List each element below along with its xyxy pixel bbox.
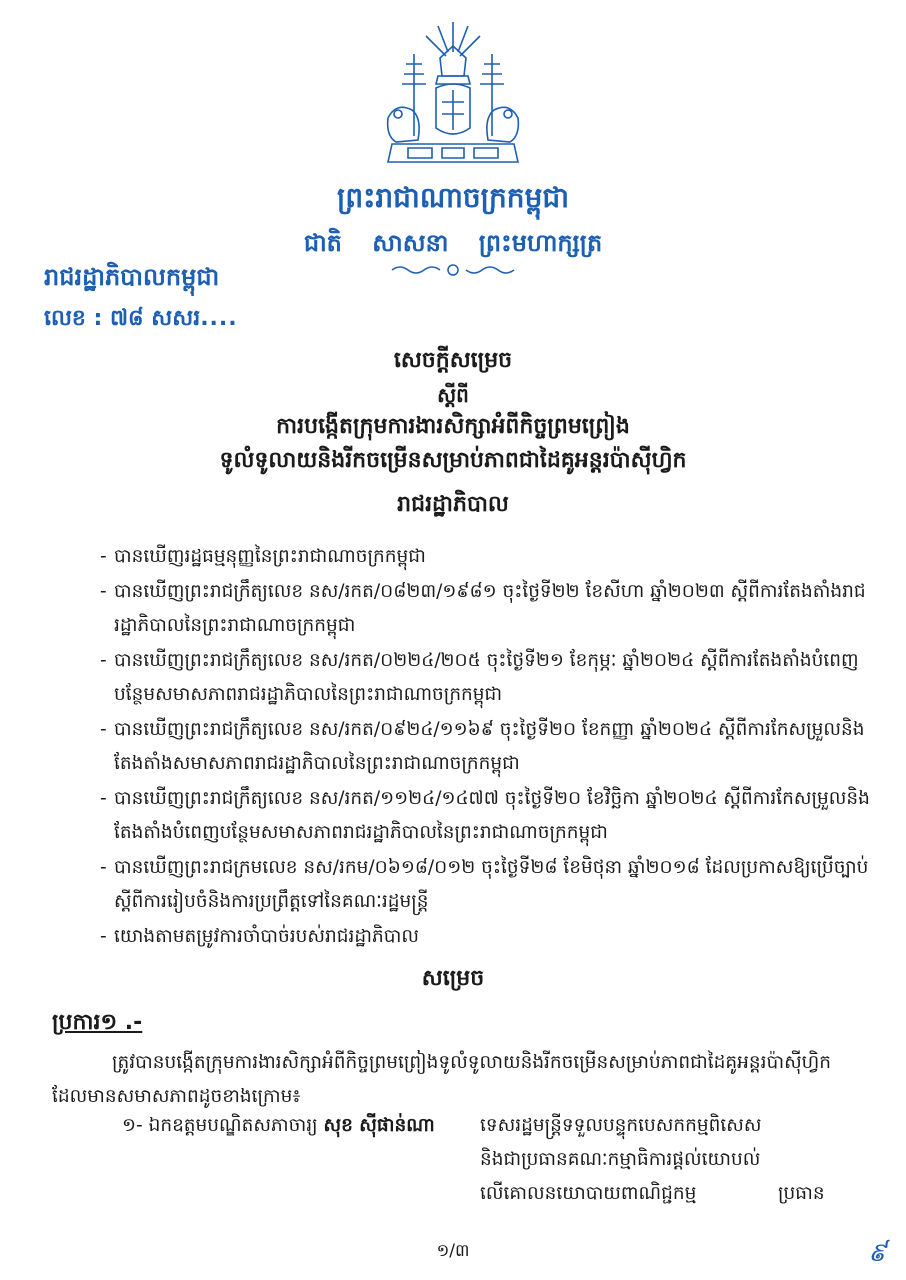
member-role-line-1: ទេសរដ្ឋមន្ត្រីទទួលបន្ទុកបេសកកម្មពិសេស bbox=[480, 1115, 762, 1136]
national-motto: ជាតិ សាសនា ព្រះមហាក្សត្រ bbox=[303, 229, 603, 257]
page-number: ១/៣ bbox=[436, 1241, 470, 1261]
member-role-line-2: និងជាប្រធានគណៈកម្មាធិការផ្តល់យោបល់ bbox=[480, 1149, 761, 1170]
preamble-item: - បានឃើញព្រះរាជក្រឹត្យលេខ នស/រកត/០២២៤/២០៥ ចុះថ្ងៃទី២១ ខែកុម្ភៈ ឆ្នាំ២០២៤ ស្តីពីការតែងតាំងបំពេញបន្ថែមសមាសភាពរាជរដ្ឋាភិបាលនៃព្រះរាជាណាចក្រកម្ពុជា bbox=[100, 649, 859, 705]
decision-heading: សម្រេច bbox=[421, 966, 485, 991]
article-label: ប្រការ១ .- bbox=[52, 1010, 143, 1035]
royal-arms-emblem-icon bbox=[378, 18, 528, 170]
member-name: សុខ ស៊ីផាន់ណា bbox=[323, 1115, 435, 1136]
document-number bbox=[44, 304, 238, 336]
subject-line-2: ទូលំទូលាយនិងរីកចម្រើនសម្រាប់ភាពជាដៃគូអន្តរប៉ាស៊ីហ្វិក bbox=[219, 448, 687, 473]
member-entry bbox=[122, 1114, 435, 1141]
document-type: សេចក្តីសម្រេច bbox=[393, 348, 513, 373]
handwritten-mark: ៩ bbox=[868, 1238, 887, 1268]
about-label: ស្តីពី bbox=[437, 383, 469, 407]
authority-heading: រាជរដ្ឋាភិបាល bbox=[397, 492, 509, 517]
document-number-dots: .... bbox=[200, 306, 238, 331]
preamble-list bbox=[100, 540, 870, 954]
preamble-item: - បានឃើញព្រះរាជក្រឹត្យលេខ នស/រកត/០៩២៤/១១៦៩ ចុះថ្ងៃទី២០ ខែកញ្ញា ឆ្នាំ២០២៤ ស្តីពីការកែសម្រួលនិងតែងតាំងសមាសភាពរាជរដ្ឋាភិបាលនៃព្រះរាជាណាចក្រកម្ពុជា bbox=[100, 718, 865, 774]
kingdom-name: ព្រះរាជាណាចក្រកម្ពុជា bbox=[336, 181, 569, 214]
member-role-line-3: លើគោលនយោបាយពាណិជ្ជកម្ម bbox=[480, 1183, 697, 1204]
preamble-item: - បានឃើញព្រះរាជក្រឹត្យលេខ នស/រកត/១១២៤/១៤៧៧ ចុះថ្ងៃទី២០ ខែវិច្ឆិកា ឆ្នាំ២០២៤ ស្តីពីការកែសម្រួលនិងតែងតាំងបំពេញបន្ថែមសមាសភាពរាជរដ្ឋាភិបាលនៃព្រះរាជាណាចក្រកម្ពុជា bbox=[100, 787, 870, 843]
article-text: ត្រូវបានបង្កើតក្រុមការងារសិក្សាអំពីកិច្ចព្រមព្រៀងទូលំទូលាយនិងរីកចម្រើនសម្រាប់ភាពជាដៃគូអន្តរប៉ាស៊ីហ្វិក ដែលមានសមាសភាពដូចខាងក្រោម៖ bbox=[52, 1052, 832, 1107]
preamble-item: - យោងតាមតម្រូវការចាំបាច់របស់រាជរដ្ឋាភិបាល bbox=[100, 925, 419, 947]
preamble-item: - បានឃើញព្រះរាជក្រឹត្យលេខ នស/រកត/០៨២៣/១៩៨១ ចុះថ្ងៃទី២២ ខែសីហា ឆ្នាំ២០២៣ ស្តីពីការតែងតាំងរាជរដ្ឋាភិបាលនៃព្រះរាជាណាចក្រកម្ពុជា bbox=[100, 580, 866, 636]
document-number-label: លេខ : ៧៨ bbox=[44, 306, 152, 331]
member-honorific: ឯកឧត្តមបណ្ឌិតសភាចារ្យ bbox=[148, 1115, 324, 1136]
document-number-suffix: សសរ bbox=[151, 306, 201, 331]
preamble-item: - បានឃើញព្រះរាជក្រមលេខ នស/រកម/០៦១៨/០១២ ចុះថ្ងៃទី២៨ ខែមិថុនា ឆ្នាំ២០១៨ ដែលប្រកាសឱ្យប្រើច្បាប់ស្តីពីការរៀបចំនិងការប្រព្រឹត្តទៅនៃគណៈរដ្ឋមន្ត្រី bbox=[100, 856, 869, 912]
ornament-divider-icon bbox=[388, 262, 518, 278]
issuing-authority: រាជរដ្ឋាភិបាលកម្ពុជា bbox=[44, 263, 220, 291]
preamble-item: - បានឃើញរដ្ឋធម្មនុញ្ញនៃព្រះរាជាណាចក្រកម្ពុជា bbox=[100, 546, 426, 567]
member-index: ១- bbox=[122, 1115, 143, 1136]
member-position: ប្រធាន bbox=[778, 1183, 825, 1204]
subject-line-1: ការបង្កើតក្រុមការងារសិក្សាអំពីកិច្ចព្រមព្រៀង bbox=[276, 414, 630, 439]
